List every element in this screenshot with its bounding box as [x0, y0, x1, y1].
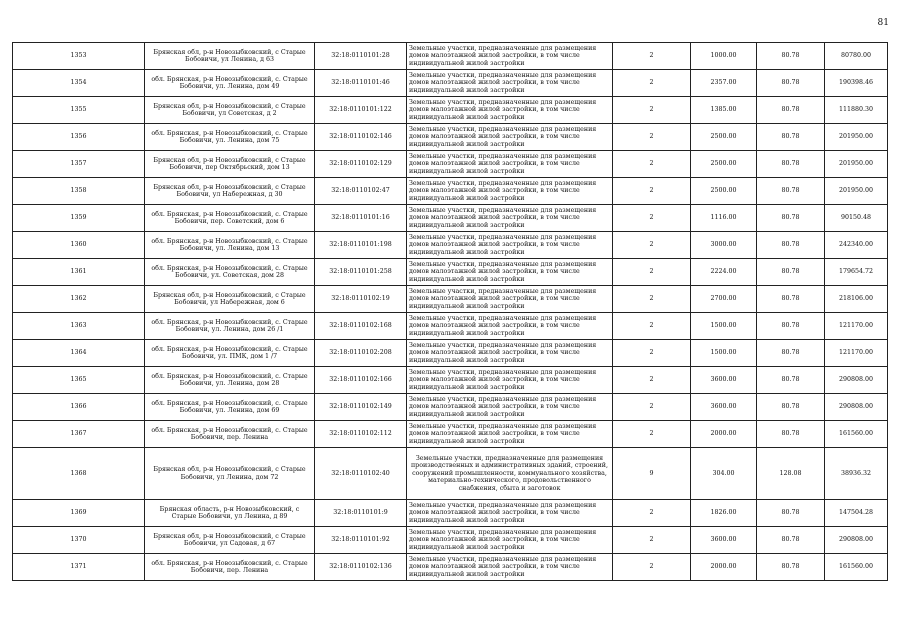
cadastral-number-cell: 32:18:0110101:258 — [315, 259, 407, 286]
address-cell: обл. Брянская, р-н Новозыбковский, с. Старые Бобовичи, ул. Советская, дом 28 — [145, 259, 315, 286]
specific-value-cell: 80.78 — [757, 151, 825, 178]
permitted-use-cell: Земельные участки, предназначенные для размещения домов малоэтажной жилой застройки, в том числе индивидуальной жилой застройки — [407, 97, 613, 124]
table-row — [13, 421, 888, 448]
permitted-use-cell: Земельные участки, предназначенные для размещения домов малоэтажной жилой застройки, в том числе индивидуальной жилой застройки — [407, 151, 613, 178]
specific-value-cell: 80.78 — [757, 205, 825, 232]
permitted-use-cell: Земельные участки, предназначенные для размещения домов малоэтажной жилой застройки, в том числе индивидуальной жилой застройки — [407, 178, 613, 205]
row-number-cell: 1360 — [13, 232, 145, 259]
permitted-use-cell: Земельные участки, предназначенные для размещения домов малоэтажной жилой застройки, в том числе индивидуальной жилой застройки — [407, 43, 613, 70]
group-cell: 2 — [613, 313, 691, 340]
row-number-cell: 1361 — [13, 259, 145, 286]
cadastral-value-cell: 80780.00 — [825, 43, 888, 70]
table-row — [13, 554, 888, 581]
area-cell: 1500.00 — [691, 340, 757, 367]
row-number-cell: 1353 — [13, 43, 145, 70]
cadastral-number-cell: 32:18:0110101:122 — [315, 97, 407, 124]
row-number-cell: 1368 — [13, 448, 145, 500]
cadastral-number-cell: 32:18:0110101:16 — [315, 205, 407, 232]
area-cell: 3600.00 — [691, 527, 757, 554]
address-cell: Брянская обл, р-н Новозыбковский, с Старые Бобовичи, ул Ленина, дом 72 — [145, 448, 315, 500]
table-row — [13, 124, 888, 151]
address-cell: обл. Брянская, р-н Новозыбковский, с. Старые Бобовичи, ул. Ленина, дом 75 — [145, 124, 315, 151]
cadastral-number-cell: 32:18:0110101:92 — [315, 527, 407, 554]
address-cell: обл. Брянская, р-н Новозыбковский, с. Старые Бобовичи, ул. Ленина, дом 49 — [145, 70, 315, 97]
group-cell: 2 — [613, 43, 691, 70]
permitted-use-cell: Земельные участки, предназначенные для размещения домов малоэтажной жилой застройки, в том числе индивидуальной жилой застройки — [407, 259, 613, 286]
cadastral-number-cell: 32:18:0110102:168 — [315, 313, 407, 340]
table-row — [13, 500, 888, 527]
cadastral-value-cell: 218106.00 — [825, 286, 888, 313]
row-number-cell: 1357 — [13, 151, 145, 178]
group-cell: 2 — [613, 286, 691, 313]
cadastral-number-cell: 32:18:0110102:112 — [315, 421, 407, 448]
specific-value-cell: 80.78 — [757, 313, 825, 340]
row-number-cell: 1364 — [13, 340, 145, 367]
address-cell: Брянская обл, р-н Новозыбковский, с Старые Бобовичи, ул Советская, д 2 — [145, 97, 315, 124]
row-number-cell: 1359 — [13, 205, 145, 232]
table-row — [13, 259, 888, 286]
area-cell: 304.00 — [691, 448, 757, 500]
area-cell: 2700.00 — [691, 286, 757, 313]
specific-value-cell: 80.78 — [757, 286, 825, 313]
area-cell: 3000.00 — [691, 232, 757, 259]
group-cell: 2 — [613, 97, 691, 124]
area-cell: 1385.00 — [691, 97, 757, 124]
cadastral-value-cell: 290808.00 — [825, 394, 888, 421]
cadastral-number-cell: 32:18:0110102:129 — [315, 151, 407, 178]
cadastral-value-cell: 121170.00 — [825, 340, 888, 367]
permitted-use-cell: Земельные участки, предназначенные для размещения домов малоэтажной жилой застройки, в том числе индивидуальной жилой застройки — [407, 232, 613, 259]
area-cell: 3600.00 — [691, 367, 757, 394]
cadastral-value-cell: 190398.46 — [825, 70, 888, 97]
address-cell: Брянская обл, р-н Новозыбковский, с Старые Бобовичи, ул Садовая, д 67 — [145, 527, 315, 554]
specific-value-cell: 80.78 — [757, 124, 825, 151]
row-number-cell: 1355 — [13, 97, 145, 124]
table-row — [13, 367, 888, 394]
cadastral-value-cell: 201950.00 — [825, 178, 888, 205]
specific-value-cell: 128.08 — [757, 448, 825, 500]
table-row — [13, 70, 888, 97]
table-row — [13, 232, 888, 259]
permitted-use-cell: Земельные участки, предназначенные для размещения домов малоэтажной жилой застройки, в том числе индивидуальной жилой застройки — [407, 70, 613, 97]
row-number-cell: 1363 — [13, 313, 145, 340]
group-cell: 2 — [613, 178, 691, 205]
group-cell: 2 — [613, 259, 691, 286]
specific-value-cell: 80.78 — [757, 500, 825, 527]
area-cell: 1116.00 — [691, 205, 757, 232]
row-number-cell: 1371 — [13, 554, 145, 581]
cadastral-number-cell: 32:18:0110101:9 — [315, 500, 407, 527]
row-number-cell: 1356 — [13, 124, 145, 151]
permitted-use-cell: Земельные участки, предназначенные для размещения домов малоэтажной жилой застройки, в том числе индивидуальной жилой застройки — [407, 394, 613, 421]
table-body — [13, 43, 888, 581]
area-cell: 2224.00 — [691, 259, 757, 286]
row-number-cell: 1366 — [13, 394, 145, 421]
group-cell: 2 — [613, 527, 691, 554]
cadastral-value-cell: 242340.00 — [825, 232, 888, 259]
page-number: 81 — [877, 18, 889, 28]
table-row — [13, 205, 888, 232]
address-cell: обл. Брянская, р-н Новозыбковский, с. Старые Бобовичи, пер. Советский, дом 6 — [145, 205, 315, 232]
table-row — [13, 394, 888, 421]
group-cell: 2 — [613, 340, 691, 367]
address-cell: обл. Брянская, р-н Новозыбковский, с. Старые Бобовичи, ул. Ленина, дом 13 — [145, 232, 315, 259]
area-cell: 1000.00 — [691, 43, 757, 70]
specific-value-cell: 80.78 — [757, 70, 825, 97]
permitted-use-cell: Земельные участки, предназначенные для размещения домов малоэтажной жилой застройки, в том числе индивидуальной жилой застройки — [407, 527, 613, 554]
table-row — [13, 178, 888, 205]
group-cell: 2 — [613, 151, 691, 178]
permitted-use-cell: Земельные участки, предназначенные для размещения домов малоэтажной жилой застройки, в том числе индивидуальной жилой застройки — [407, 367, 613, 394]
cadastral-value-cell: 290808.00 — [825, 367, 888, 394]
table-row — [13, 43, 888, 70]
address-cell: обл. Брянская, р-н Новозыбковский, с. Старые Бобовичи, ул. Ленина, дом 28 — [145, 367, 315, 394]
cadastral-value-cell: 179654.72 — [825, 259, 888, 286]
table-row — [13, 527, 888, 554]
cadastral-value-table — [12, 42, 888, 581]
table-row — [13, 97, 888, 124]
specific-value-cell: 80.78 — [757, 394, 825, 421]
area-cell: 2000.00 — [691, 421, 757, 448]
cadastral-number-cell: 32:18:0110102:208 — [315, 340, 407, 367]
specific-value-cell: 80.78 — [757, 178, 825, 205]
area-cell: 2357.00 — [691, 70, 757, 97]
cadastral-value-cell: 38936.32 — [825, 448, 888, 500]
specific-value-cell: 80.78 — [757, 367, 825, 394]
cadastral-value-cell: 201950.00 — [825, 151, 888, 178]
row-number-cell: 1370 — [13, 527, 145, 554]
table-row — [13, 340, 888, 367]
specific-value-cell: 80.78 — [757, 259, 825, 286]
row-number-cell: 1362 — [13, 286, 145, 313]
specific-value-cell: 80.78 — [757, 554, 825, 581]
area-cell: 1500.00 — [691, 313, 757, 340]
cadastral-number-cell: 32:18:0110101:46 — [315, 70, 407, 97]
permitted-use-cell: Земельные участки, предназначенные для размещения домов малоэтажной жилой застройки, в том числе индивидуальной жилой застройки — [407, 554, 613, 581]
specific-value-cell: 80.78 — [757, 527, 825, 554]
group-cell: 2 — [613, 500, 691, 527]
permitted-use-cell: Земельные участки, предназначенные для размещения домов малоэтажной жилой застройки, в том числе индивидуальной жилой застройки — [407, 286, 613, 313]
group-cell: 2 — [613, 554, 691, 581]
address-cell: Брянская обл, р-н Новозыбковский, с Старые Бобовичи, ул Набережная, д 30 — [145, 178, 315, 205]
permitted-use-cell: Земельные участки, предназначенные для размещения производственных и административных зданий, строений, сооружений промышленности, коммунального хозяйства, материально-технического, продовольственного снабжения, сбыта и заготовок — [407, 448, 613, 500]
cadastral-number-cell: 32:18:0110101:198 — [315, 232, 407, 259]
address-cell: обл. Брянская, р-н Новозыбковский, с. Старые Бобовичи, пер. Ленина — [145, 554, 315, 581]
group-cell: 2 — [613, 232, 691, 259]
specific-value-cell: 80.78 — [757, 97, 825, 124]
cadastral-number-cell: 32:18:0110102:149 — [315, 394, 407, 421]
cadastral-number-cell: 32:18:0110101:28 — [315, 43, 407, 70]
specific-value-cell: 80.78 — [757, 43, 825, 70]
group-cell: 2 — [613, 124, 691, 151]
group-cell: 9 — [613, 448, 691, 500]
cadastral-value-cell: 290808.00 — [825, 527, 888, 554]
permitted-use-cell: Земельные участки, предназначенные для размещения домов малоэтажной жилой застройки, в том числе индивидуальной жилой застройки — [407, 340, 613, 367]
specific-value-cell: 80.78 — [757, 340, 825, 367]
area-cell: 2000.00 — [691, 554, 757, 581]
cadastral-value-cell: 201950.00 — [825, 124, 888, 151]
cadastral-value-cell: 90150.48 — [825, 205, 888, 232]
cadastral-number-cell: 32:18:0110102:47 — [315, 178, 407, 205]
specific-value-cell: 80.78 — [757, 421, 825, 448]
permitted-use-cell: Земельные участки, предназначенные для размещения домов малоэтажной жилой застройки, в том числе индивидуальной жилой застройки — [407, 205, 613, 232]
row-number-cell: 1365 — [13, 367, 145, 394]
address-cell: обл. Брянская, р-н Новозыбковский, с. Старые Бобовичи, ул. Ленина, дом 26 /1 — [145, 313, 315, 340]
row-number-cell: 1369 — [13, 500, 145, 527]
address-cell: Брянская обл, р-н Новозыбковский, с Старые Бобовичи, ул Ленина, д 63 — [145, 43, 315, 70]
cadastral-number-cell: 32:18:0110102:166 — [315, 367, 407, 394]
area-cell: 1826.00 — [691, 500, 757, 527]
cadastral-number-cell: 32:18:0110102:136 — [315, 554, 407, 581]
area-cell: 3600.00 — [691, 394, 757, 421]
address-cell: обл. Брянская, р-н Новозыбковский, с. Старые Бобовичи, ул. Ленина, дом 69 — [145, 394, 315, 421]
table-row — [13, 313, 888, 340]
area-cell: 2500.00 — [691, 124, 757, 151]
cadastral-number-cell: 32:18:0110102:19 — [315, 286, 407, 313]
table-row — [13, 151, 888, 178]
permitted-use-cell: Земельные участки, предназначенные для размещения домов малоэтажной жилой застройки, в том числе индивидуальной жилой застройки — [407, 500, 613, 527]
cadastral-number-cell: 32:18:0110102:40 — [315, 448, 407, 500]
address-cell: Брянская обл, р-н Новозыбковский, с Старые Бобовичи, пер Октябрьский, дом 13 — [145, 151, 315, 178]
area-cell: 2500.00 — [691, 178, 757, 205]
cadastral-value-cell: 121170.00 — [825, 313, 888, 340]
table-row — [13, 286, 888, 313]
cadastral-number-cell: 32:18:0110102:146 — [315, 124, 407, 151]
row-number-cell: 1354 — [13, 70, 145, 97]
address-cell: Брянская область, р-н Новозыбковский, с Старые Бобовичи, ул Ленина, д 89 — [145, 500, 315, 527]
group-cell: 2 — [613, 394, 691, 421]
address-cell: обл. Брянская, р-н Новозыбковский, с. Старые Бобовичи, ул. ПМК, дом 1 /7 — [145, 340, 315, 367]
permitted-use-cell: Земельные участки, предназначенные для размещения домов малоэтажной жилой застройки, в том числе индивидуальной жилой застройки — [407, 313, 613, 340]
row-number-cell: 1358 — [13, 178, 145, 205]
address-cell: обл. Брянская, р-н Новозыбковский, с. Старые Бобовичи, пер. Ленина — [145, 421, 315, 448]
specific-value-cell: 80.78 — [757, 232, 825, 259]
table-row — [13, 448, 888, 500]
permitted-use-cell: Земельные участки, предназначенные для размещения домов малоэтажной жилой застройки, в том числе индивидуальной жилой застройки — [407, 124, 613, 151]
group-cell: 2 — [613, 421, 691, 448]
cadastral-value-cell: 147504.28 — [825, 500, 888, 527]
row-number-cell: 1367 — [13, 421, 145, 448]
group-cell: 2 — [613, 205, 691, 232]
address-cell: Брянская обл, р-н Новозыбковский, с Старые Бобовичи, ул Набережная, дом 6 — [145, 286, 315, 313]
permitted-use-cell: Земельные участки, предназначенные для размещения домов малоэтажной жилой застройки, в том числе индивидуальной жилой застройки — [407, 421, 613, 448]
area-cell: 2500.00 — [691, 151, 757, 178]
cadastral-value-cell: 111880.30 — [825, 97, 888, 124]
group-cell: 2 — [613, 367, 691, 394]
group-cell: 2 — [613, 70, 691, 97]
cadastral-value-cell: 161560.00 — [825, 554, 888, 581]
cadastral-value-cell: 161560.00 — [825, 421, 888, 448]
